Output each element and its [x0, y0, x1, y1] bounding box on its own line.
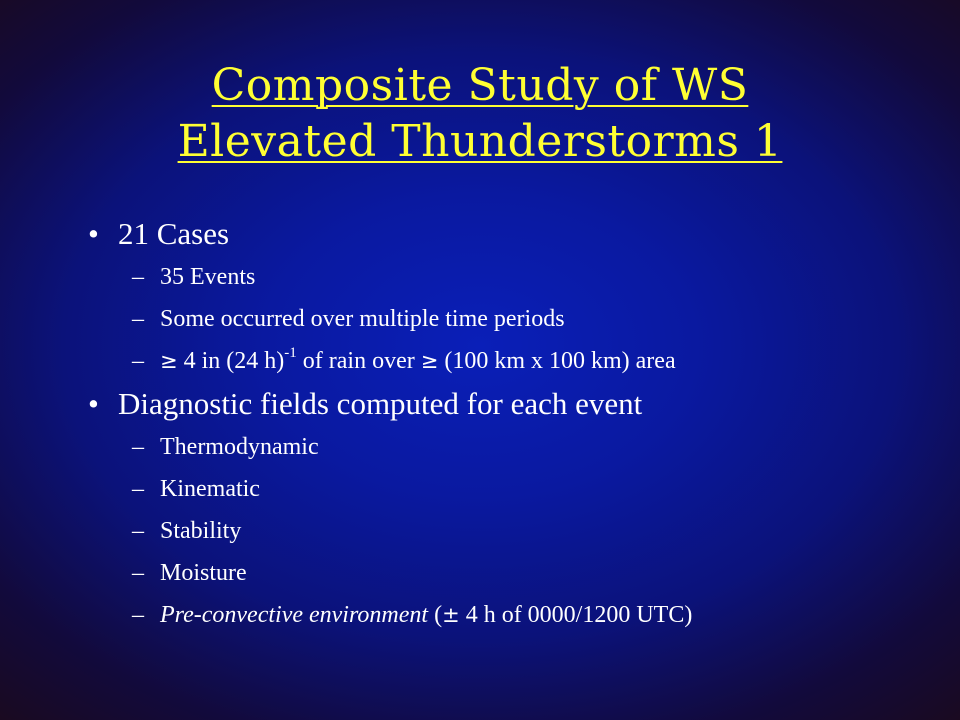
subbullet-thermodynamic	[88, 426, 918, 468]
rain-text-2: of rain over	[296, 348, 421, 374]
subbullet-preconvective	[88, 594, 918, 636]
bullet-marker: •	[88, 386, 99, 421]
dash-marker: –	[132, 264, 144, 290]
bullet-diagnostic-fields	[88, 382, 918, 426]
rain-exponent: -1	[284, 345, 297, 361]
dash-marker: –	[132, 306, 144, 332]
dash-marker: –	[132, 602, 144, 628]
dash-marker: –	[132, 560, 144, 586]
subbullet-rain-criterion	[88, 340, 918, 382]
bullet-list	[88, 212, 918, 636]
subbullet-thermodynamic-text: Thermodynamic	[160, 434, 319, 460]
greater-equal-symbol: ≥	[420, 349, 439, 373]
slide-title	[0, 58, 960, 170]
subbullet-stability	[88, 510, 918, 552]
subbullet-stability-text: Stability	[160, 518, 242, 544]
rain-text-1: 4 in (24 h)	[177, 348, 285, 374]
preconvective-text-1: (	[428, 602, 443, 628]
preconvective-text-2: 4 h of 0000/1200 UTC)	[459, 602, 693, 628]
subbullet-moisture-text: Moisture	[160, 560, 247, 586]
dash-marker: –	[132, 348, 144, 374]
subbullet-events-text: 35 Events	[160, 264, 256, 290]
dash-marker: –	[132, 476, 144, 502]
bullet-marker: •	[88, 216, 99, 251]
dash-marker: –	[132, 434, 144, 460]
title-line-1: Composite Study of WS	[211, 60, 749, 111]
rain-text-3: (100 km x 100 km) area	[438, 348, 676, 374]
bullet-cases-text: 21 Cases	[118, 216, 230, 251]
greater-equal-symbol: ≥	[160, 349, 178, 373]
subbullet-kinematic	[88, 468, 918, 510]
subbullet-events	[88, 256, 918, 298]
plus-minus-symbol: ±	[442, 603, 460, 627]
dash-marker: –	[132, 518, 144, 544]
title-line-2: Elevated Thunderstorms 1	[177, 116, 783, 167]
preconvective-italic-text: Pre-convective environment	[160, 602, 429, 628]
subbullet-periods	[88, 298, 918, 340]
bullet-cases	[88, 212, 918, 256]
subbullet-kinematic-text: Kinematic	[160, 476, 260, 502]
subbullet-moisture	[88, 552, 918, 594]
subbullet-periods-text: Some occurred over multiple time periods	[160, 306, 565, 332]
bullet-diagnostic-text: Diagnostic fields computed for each event	[118, 386, 643, 421]
